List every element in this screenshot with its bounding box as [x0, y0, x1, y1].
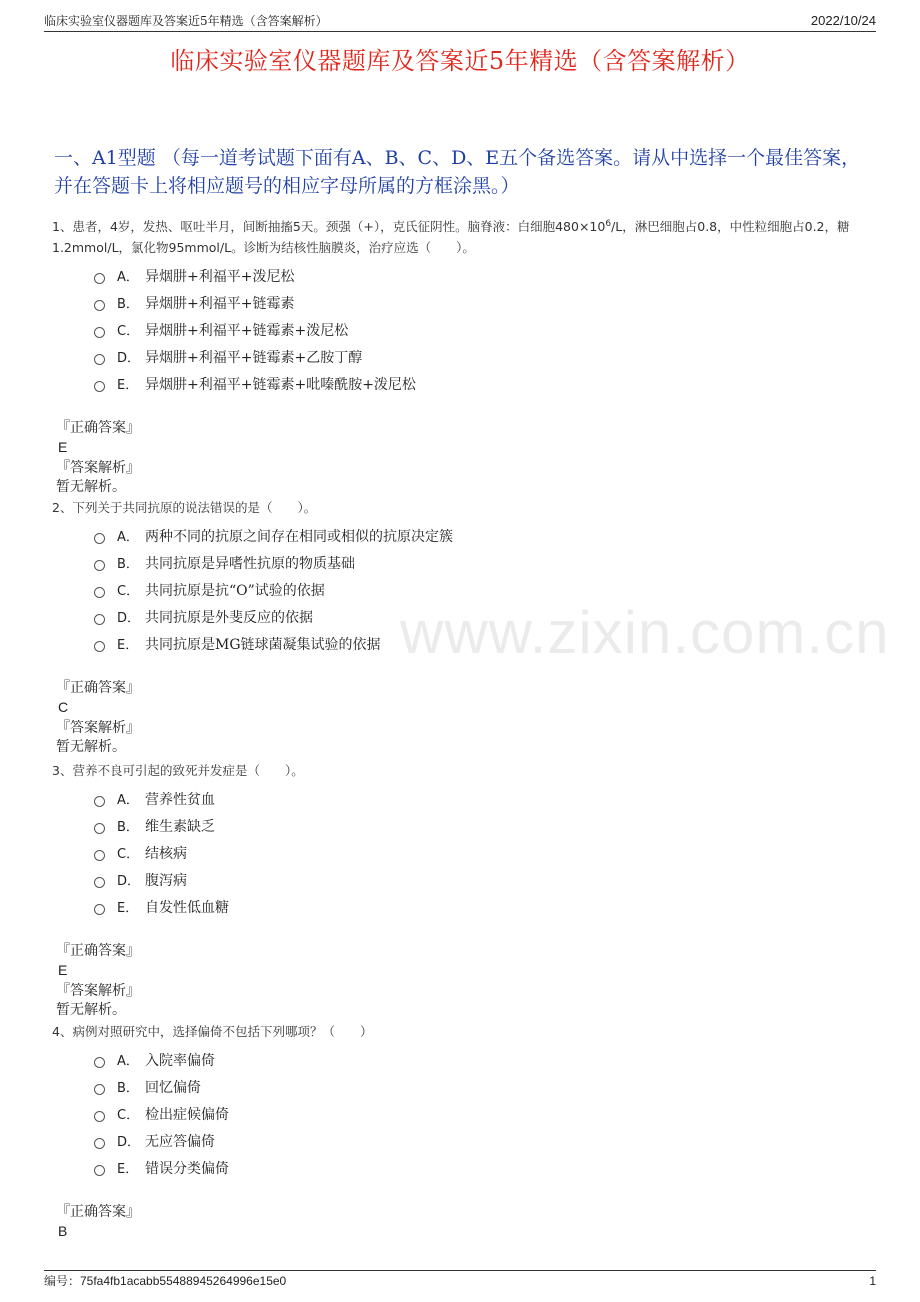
option-a[interactable] — [94, 262, 876, 289]
option-letter: B． — [117, 820, 139, 835]
radio-icon[interactable] — [94, 877, 105, 888]
footer-page-number: 1 — [869, 1274, 876, 1288]
radio-icon[interactable] — [94, 381, 105, 392]
explanation-label: 『答案解析』 — [56, 720, 140, 736]
option-b[interactable] — [94, 549, 876, 576]
option-b[interactable] — [94, 289, 876, 316]
option-c[interactable] — [94, 316, 876, 343]
question-3-stem: 3、营养不良可引起的致死并发症是（ ）。 — [52, 763, 304, 778]
explanation-text: 暂无解析。 — [56, 739, 126, 755]
page-footer — [44, 1270, 876, 1289]
radio-icon[interactable] — [94, 641, 105, 652]
radio-icon[interactable] — [94, 1084, 105, 1095]
radio-icon[interactable] — [94, 533, 105, 544]
option-letter: D． — [117, 351, 141, 367]
radio-icon[interactable] — [94, 587, 105, 598]
option-text: 错误分类偏倚 — [145, 1160, 229, 1177]
question-4-stem: 4、病例对照研究中，选择偏倚不包括下列哪项？（ ） — [52, 1024, 373, 1039]
option-letter: C． — [117, 847, 140, 862]
radio-icon[interactable] — [94, 850, 105, 861]
radio-icon[interactable] — [94, 614, 105, 625]
question-4-options — [94, 1046, 876, 1181]
header-doc-title: 临床实验室仪器题库及答案近5年精选（含答案解析） — [44, 14, 328, 28]
document-title: 临床实验室仪器题库及答案近5年精选（含答案解析） — [170, 47, 750, 75]
question-2-stem: 2、下列关于共同抗原的说法错误的是（ ）。 — [52, 500, 317, 515]
watermark: www.zixin.com.cn — [400, 599, 890, 666]
option-letter: C． — [117, 324, 140, 340]
option-d[interactable] — [94, 866, 876, 893]
option-b[interactable] — [94, 1073, 876, 1100]
option-letter: D． — [117, 874, 141, 889]
option-e[interactable] — [94, 1154, 876, 1181]
question-1-superscript: 6 — [605, 219, 612, 229]
option-letter: A． — [117, 270, 139, 286]
answer-value: C — [58, 699, 69, 715]
answer-label: 『正确答案』 — [56, 680, 140, 696]
answer-block — [56, 419, 876, 497]
option-text: 共同抗原是异嗜性抗原的物质基础 — [145, 555, 355, 572]
option-letter: A． — [117, 1054, 139, 1069]
answer-block — [56, 942, 876, 1020]
question-1-options — [94, 262, 876, 397]
option-c[interactable] — [94, 1100, 876, 1127]
radio-icon[interactable] — [94, 1111, 105, 1122]
answer-value: E — [58, 962, 68, 978]
option-text: 异烟肼+利福平+链霉素 — [145, 295, 295, 312]
option-letter: E． — [117, 1162, 139, 1177]
answer-block — [56, 1203, 876, 1241]
section-heading: 一、A1型题 （每一道考试题下面有A、B、C、D、E五个备选答案。请从中选择一个最佳答案，并在答题卡上将相应题号的相应字母所属的方框涂黑。） — [54, 147, 861, 197]
option-d[interactable] — [94, 1127, 876, 1154]
option-text: 结核病 — [145, 845, 187, 862]
option-text: 无应答偏倚 — [145, 1133, 215, 1150]
option-letter: C． — [117, 1108, 140, 1123]
option-text: 营养性贫血 — [145, 791, 215, 808]
option-text: 腹泻病 — [145, 872, 187, 889]
radio-icon[interactable] — [94, 354, 105, 365]
radio-icon[interactable] — [94, 1165, 105, 1176]
option-text: 异烟肼+利福平+链霉素+乙胺丁醇 — [145, 349, 363, 366]
explanation-text: 暂无解析。 — [56, 479, 126, 496]
option-text: 共同抗原是MG链球菌凝集试验的依据 — [145, 636, 381, 653]
question-4 — [52, 1021, 876, 1241]
question-1-stem — [52, 214, 876, 258]
option-text: 两种不同的抗原之间存在相同或相似的抗原决定簇 — [145, 528, 453, 545]
explanation-label: 『答案解析』 — [56, 460, 140, 477]
answer-label: 『正确答案』 — [56, 1204, 140, 1220]
option-letter: D． — [117, 1135, 141, 1150]
option-letter: B． — [117, 297, 139, 313]
radio-icon[interactable] — [94, 904, 105, 915]
radio-icon[interactable] — [94, 1057, 105, 1068]
option-e[interactable] — [94, 893, 876, 920]
option-letter: A． — [117, 530, 139, 545]
option-letter: C． — [117, 584, 140, 599]
option-a[interactable] — [94, 785, 876, 812]
option-text: 检出症候偏倚 — [145, 1106, 229, 1123]
option-text: 回忆偏倚 — [145, 1079, 201, 1096]
option-letter: E． — [117, 378, 139, 394]
option-letter: A． — [117, 793, 139, 808]
option-a[interactable] — [94, 1046, 876, 1073]
footer-doc-id: 编号：75fa4fb1acabb55488945264996e15e0 — [44, 1274, 287, 1288]
radio-icon[interactable] — [94, 560, 105, 571]
radio-icon[interactable] — [94, 327, 105, 338]
radio-icon[interactable] — [94, 300, 105, 311]
option-text: 异烟肼+利福平+泼尼松 — [145, 268, 295, 285]
option-c[interactable] — [94, 839, 876, 866]
option-a[interactable] — [94, 522, 876, 549]
explanation-label: 『答案解析』 — [56, 983, 140, 999]
option-e[interactable] — [94, 370, 876, 397]
question-3 — [52, 760, 876, 1020]
option-letter: B． — [117, 557, 139, 572]
option-text: 异烟肼+利福平+链霉素+吡嗪酰胺+泼尼松 — [145, 376, 416, 393]
answer-value: E — [58, 439, 68, 456]
option-d[interactable] — [94, 343, 876, 370]
answer-label: 『正确答案』 — [56, 943, 140, 959]
option-text: 自发性低血糖 — [145, 899, 229, 916]
answer-block — [56, 679, 876, 757]
option-text: 维生素缺乏 — [145, 818, 215, 835]
page-header — [44, 13, 876, 32]
question-1-text-a: 1、患者，4岁，发热、呕吐半月，间断抽搐5天。颈强（+），克氏征阴性。脑脊液：白细胞480×10 — [52, 219, 606, 235]
option-letter: E． — [117, 638, 139, 653]
option-text: 异烟肼+利福平+链霉素+泼尼松 — [145, 322, 349, 339]
option-letter: D． — [117, 611, 141, 626]
radio-icon[interactable] — [94, 796, 105, 807]
option-text: 共同抗原是外斐反应的依据 — [145, 609, 313, 626]
answer-label: 『正确答案』 — [56, 420, 140, 437]
option-letter: B． — [117, 1081, 139, 1096]
option-text: 入院率偏倚 — [145, 1052, 215, 1069]
radio-icon[interactable] — [94, 273, 105, 284]
question-1-text-b: /L，淋巴细胞占0.8，中性粒细胞占0.2，糖1.2mmol/L，氯化物95mmol/L。诊断为结核性脑膜炎，治疗应选（ ）。 — [52, 219, 850, 256]
option-letter: E． — [117, 901, 139, 916]
radio-icon[interactable] — [94, 1138, 105, 1149]
option-b[interactable] — [94, 812, 876, 839]
answer-value: B — [58, 1223, 68, 1239]
question-3-options — [94, 785, 876, 920]
option-text: 共同抗原是抗“O”试验的依据 — [145, 582, 325, 599]
question-1 — [52, 214, 876, 497]
header-date: 2022/10/24 — [810, 13, 876, 28]
explanation-text: 暂无解析。 — [56, 1002, 126, 1018]
radio-icon[interactable] — [94, 823, 105, 834]
